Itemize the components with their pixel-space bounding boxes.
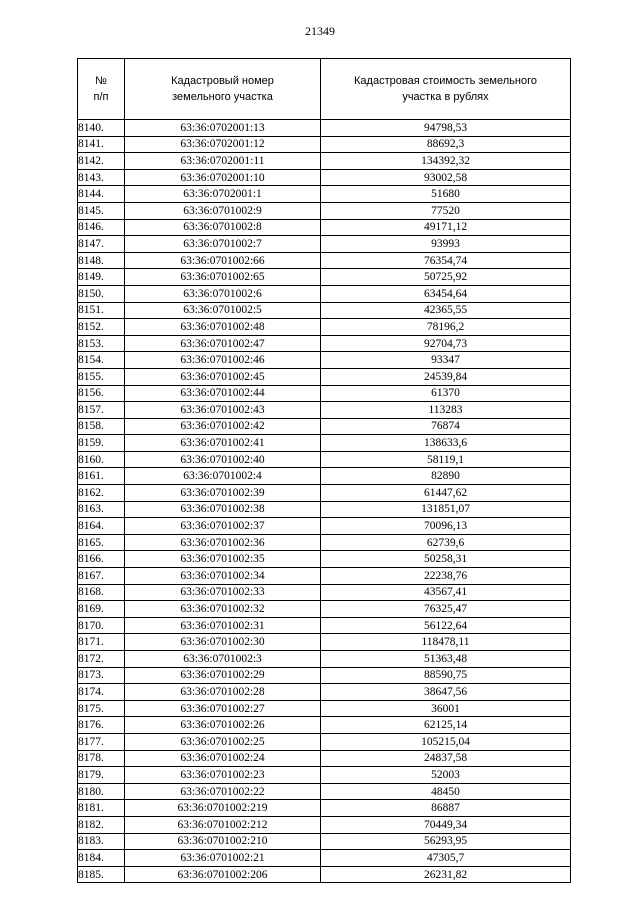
cadastral-number: 63:36:0701002:5 bbox=[125, 302, 321, 319]
row-number: 8177. bbox=[78, 733, 125, 750]
table-row bbox=[78, 219, 571, 236]
table-row bbox=[78, 601, 571, 618]
table-row bbox=[78, 700, 571, 717]
cadastral-number: 63:36:0701002:34 bbox=[125, 568, 321, 585]
cadastral-cost: 76325,47 bbox=[321, 601, 571, 618]
table-row bbox=[78, 418, 571, 435]
cadastral-cost: 76354,74 bbox=[321, 252, 571, 269]
row-number: 8167. bbox=[78, 568, 125, 585]
row-number: 8145. bbox=[78, 202, 125, 219]
row-number: 8180. bbox=[78, 783, 125, 800]
row-number: 8153. bbox=[78, 335, 125, 352]
cadastral-number: 63:36:0701002:27 bbox=[125, 700, 321, 717]
row-number: 8163. bbox=[78, 501, 125, 518]
table-row bbox=[78, 136, 571, 153]
cadastral-number: 63:36:0701002:46 bbox=[125, 352, 321, 369]
row-number: 8142. bbox=[78, 153, 125, 170]
table-row bbox=[78, 651, 571, 668]
row-number: 8152. bbox=[78, 319, 125, 336]
cadastral-cost: 22238,76 bbox=[321, 568, 571, 585]
cadastral-number: 63:36:0701002:42 bbox=[125, 418, 321, 435]
row-number: 8172. bbox=[78, 651, 125, 668]
table-row bbox=[78, 783, 571, 800]
row-number: 8174. bbox=[78, 684, 125, 701]
table-row bbox=[78, 568, 571, 585]
row-number: 8170. bbox=[78, 617, 125, 634]
cadastral-number: 63:36:0701002:210 bbox=[125, 833, 321, 850]
cadastral-cost: 88590,75 bbox=[321, 667, 571, 684]
table-row bbox=[78, 302, 571, 319]
row-number: 8173. bbox=[78, 667, 125, 684]
header-cadastral-cost: Кадастровая стоимость земельного участка в рублях bbox=[321, 59, 571, 120]
cadastral-cost: 43567,41 bbox=[321, 584, 571, 601]
cadastral-cost: 94798,53 bbox=[321, 120, 571, 137]
cadastral-cost: 93002,58 bbox=[321, 169, 571, 186]
cadastral-number: 63:36:0702001:11 bbox=[125, 153, 321, 170]
table-row bbox=[78, 153, 571, 170]
row-number: 8165. bbox=[78, 534, 125, 551]
cadastral-cost: 58119,1 bbox=[321, 451, 571, 468]
cadastral-cost: 51680 bbox=[321, 186, 571, 203]
table-header-row bbox=[78, 59, 571, 120]
row-number: 8149. bbox=[78, 269, 125, 286]
row-number: 8183. bbox=[78, 833, 125, 850]
table-row bbox=[78, 236, 571, 253]
table-row bbox=[78, 120, 571, 137]
row-number: 8162. bbox=[78, 485, 125, 502]
table-row bbox=[78, 269, 571, 286]
row-number: 8176. bbox=[78, 717, 125, 734]
row-number: 8150. bbox=[78, 285, 125, 302]
cadastral-number: 63:36:0701002:40 bbox=[125, 451, 321, 468]
table-row bbox=[78, 850, 571, 867]
row-number: 8158. bbox=[78, 418, 125, 435]
table-row bbox=[78, 186, 571, 203]
cadastral-number: 63:36:0701002:65 bbox=[125, 269, 321, 286]
cadastral-cost: 61370 bbox=[321, 385, 571, 402]
cadastre-table bbox=[77, 58, 571, 883]
cadastral-cost: 113283 bbox=[321, 402, 571, 419]
cadastral-cost: 48450 bbox=[321, 783, 571, 800]
table-row bbox=[78, 501, 571, 518]
cadastral-number: 63:36:0701002:24 bbox=[125, 750, 321, 767]
cadastral-number: 63:36:0701002:37 bbox=[125, 518, 321, 535]
table-row bbox=[78, 319, 571, 336]
cadastral-number: 63:36:0701002:9 bbox=[125, 202, 321, 219]
table-row bbox=[78, 534, 571, 551]
cadastral-number: 63:36:0701002:7 bbox=[125, 236, 321, 253]
cadastral-cost: 70449,34 bbox=[321, 816, 571, 833]
row-number: 8179. bbox=[78, 767, 125, 784]
table-row bbox=[78, 518, 571, 535]
cadastral-cost: 77520 bbox=[321, 202, 571, 219]
cadastral-number: 63:36:0701002:219 bbox=[125, 800, 321, 817]
cadastral-cost: 56122,64 bbox=[321, 617, 571, 634]
table-row bbox=[78, 684, 571, 701]
table-row bbox=[78, 368, 571, 385]
cadastral-cost: 38647,56 bbox=[321, 684, 571, 701]
cadastral-cost: 86887 bbox=[321, 800, 571, 817]
cadastral-number: 63:36:0701002:22 bbox=[125, 783, 321, 800]
row-number: 8181. bbox=[78, 800, 125, 817]
cadastral-number: 63:36:0702001:13 bbox=[125, 120, 321, 137]
row-number: 8155. bbox=[78, 368, 125, 385]
cadastral-cost: 62125,14 bbox=[321, 717, 571, 734]
cadastral-cost: 131851,07 bbox=[321, 501, 571, 518]
row-number: 8182. bbox=[78, 816, 125, 833]
cadastral-number: 63:36:0701002:30 bbox=[125, 634, 321, 651]
cadastral-cost: 93347 bbox=[321, 352, 571, 369]
table-row bbox=[78, 816, 571, 833]
cadastral-cost: 50725,92 bbox=[321, 269, 571, 286]
cadastral-cost: 24539,84 bbox=[321, 368, 571, 385]
cadastral-number: 63:36:0701002:8 bbox=[125, 219, 321, 236]
cadastral-cost: 24837,58 bbox=[321, 750, 571, 767]
cadastral-cost: 50258,31 bbox=[321, 551, 571, 568]
cadastral-number: 63:36:0701002:26 bbox=[125, 717, 321, 734]
row-number: 8178. bbox=[78, 750, 125, 767]
page-number: 21349 bbox=[305, 24, 335, 38]
row-number: 8184. bbox=[78, 850, 125, 867]
cadastral-number: 63:36:0701002:28 bbox=[125, 684, 321, 701]
cadastral-cost: 52003 bbox=[321, 767, 571, 784]
cadastral-cost: 42365,55 bbox=[321, 302, 571, 319]
table-row bbox=[78, 866, 571, 883]
cadastral-cost: 36001 bbox=[321, 700, 571, 717]
cadastral-number: 63:36:0702001:12 bbox=[125, 136, 321, 153]
row-number: 8164. bbox=[78, 518, 125, 535]
cadastral-number: 63:36:0701002:3 bbox=[125, 651, 321, 668]
row-number: 8156. bbox=[78, 385, 125, 402]
table-row bbox=[78, 169, 571, 186]
row-number: 8171. bbox=[78, 634, 125, 651]
cadastral-number: 63:36:0701002:66 bbox=[125, 252, 321, 269]
header-num: № п/п bbox=[78, 59, 125, 120]
cadastral-number: 63:36:0701002:23 bbox=[125, 767, 321, 784]
cadastral-number: 63:36:0701002:29 bbox=[125, 667, 321, 684]
row-number: 8144. bbox=[78, 186, 125, 203]
cadastral-cost: 82890 bbox=[321, 468, 571, 485]
header-cadastral-number: Кадастровый номер земельного участка bbox=[125, 59, 321, 120]
row-number: 8147. bbox=[78, 236, 125, 253]
cadastral-number: 63:36:0701002:47 bbox=[125, 335, 321, 352]
table-row bbox=[78, 485, 571, 502]
table-row bbox=[78, 733, 571, 750]
cadastral-cost: 118478,11 bbox=[321, 634, 571, 651]
cadastral-number: 63:36:0701002:45 bbox=[125, 368, 321, 385]
row-number: 8168. bbox=[78, 584, 125, 601]
cadastral-number: 63:36:0701002:25 bbox=[125, 733, 321, 750]
table-row bbox=[78, 468, 571, 485]
table-row bbox=[78, 667, 571, 684]
cadastral-cost: 61447,62 bbox=[321, 485, 571, 502]
table-row bbox=[78, 750, 571, 767]
table-body bbox=[78, 120, 571, 883]
cadastral-cost: 138633,6 bbox=[321, 435, 571, 452]
cadastral-number: 63:36:0701002:48 bbox=[125, 319, 321, 336]
row-number: 8157. bbox=[78, 402, 125, 419]
cadastral-cost: 56293,95 bbox=[321, 833, 571, 850]
cadastral-number: 63:36:0701002:35 bbox=[125, 551, 321, 568]
cadastral-number: 63:36:0701002:212 bbox=[125, 816, 321, 833]
table-row bbox=[78, 335, 571, 352]
cadastral-number: 63:36:0701002:36 bbox=[125, 534, 321, 551]
table-row bbox=[78, 767, 571, 784]
table-row bbox=[78, 717, 571, 734]
cadastral-cost: 62739,6 bbox=[321, 534, 571, 551]
table-row bbox=[78, 285, 571, 302]
cadastral-number: 63:36:0702001:10 bbox=[125, 169, 321, 186]
table-row bbox=[78, 435, 571, 452]
cadastral-number: 63:36:0701002:44 bbox=[125, 385, 321, 402]
table-row bbox=[78, 352, 571, 369]
cadastral-cost: 105215,04 bbox=[321, 733, 571, 750]
cadastral-number: 63:36:0701002:4 bbox=[125, 468, 321, 485]
table-row bbox=[78, 402, 571, 419]
table-row bbox=[78, 451, 571, 468]
cadastral-number: 63:36:0701002:39 bbox=[125, 485, 321, 502]
row-number: 8161. bbox=[78, 468, 125, 485]
table-row bbox=[78, 551, 571, 568]
cadastral-number: 63:36:0701002:21 bbox=[125, 850, 321, 867]
row-number: 8148. bbox=[78, 252, 125, 269]
row-number: 8159. bbox=[78, 435, 125, 452]
table-row bbox=[78, 833, 571, 850]
row-number: 8146. bbox=[78, 219, 125, 236]
row-number: 8160. bbox=[78, 451, 125, 468]
table-row bbox=[78, 617, 571, 634]
cadastral-number: 63:36:0701002:41 bbox=[125, 435, 321, 452]
cadastral-cost: 134392,32 bbox=[321, 153, 571, 170]
cadastral-cost: 93993 bbox=[321, 236, 571, 253]
cadastral-cost: 70096,13 bbox=[321, 518, 571, 535]
row-number: 8166. bbox=[78, 551, 125, 568]
cadastral-cost: 63454,64 bbox=[321, 285, 571, 302]
cadastral-number: 63:36:0702001:1 bbox=[125, 186, 321, 203]
cadastral-number: 63:36:0701002:206 bbox=[125, 866, 321, 883]
table-row bbox=[78, 584, 571, 601]
cadastral-cost: 51363,48 bbox=[321, 651, 571, 668]
table-row bbox=[78, 634, 571, 651]
row-number: 8151. bbox=[78, 302, 125, 319]
cadastral-number: 63:36:0701002:33 bbox=[125, 584, 321, 601]
cadastral-cost: 47305,7 bbox=[321, 850, 571, 867]
cadastral-number: 63:36:0701002:43 bbox=[125, 402, 321, 419]
row-number: 8154. bbox=[78, 352, 125, 369]
table-row bbox=[78, 252, 571, 269]
cadastral-cost: 78196,2 bbox=[321, 319, 571, 336]
cadastral-cost: 76874 bbox=[321, 418, 571, 435]
row-number: 8140. bbox=[78, 120, 125, 137]
row-number: 8143. bbox=[78, 169, 125, 186]
row-number: 8185. bbox=[78, 866, 125, 883]
cadastral-number: 63:36:0701002:38 bbox=[125, 501, 321, 518]
cadastral-number: 63:36:0701002:32 bbox=[125, 601, 321, 618]
cadastral-cost: 49171,12 bbox=[321, 219, 571, 236]
cadastral-number: 63:36:0701002:31 bbox=[125, 617, 321, 634]
cadastral-cost: 26231,82 bbox=[321, 866, 571, 883]
cadastral-number: 63:36:0701002:6 bbox=[125, 285, 321, 302]
row-number: 8169. bbox=[78, 601, 125, 618]
table-row bbox=[78, 385, 571, 402]
table-row bbox=[78, 800, 571, 817]
cadastral-cost: 88692,3 bbox=[321, 136, 571, 153]
row-number: 8175. bbox=[78, 700, 125, 717]
row-number: 8141. bbox=[78, 136, 125, 153]
table-row bbox=[78, 202, 571, 219]
cadastral-cost: 92704,73 bbox=[321, 335, 571, 352]
